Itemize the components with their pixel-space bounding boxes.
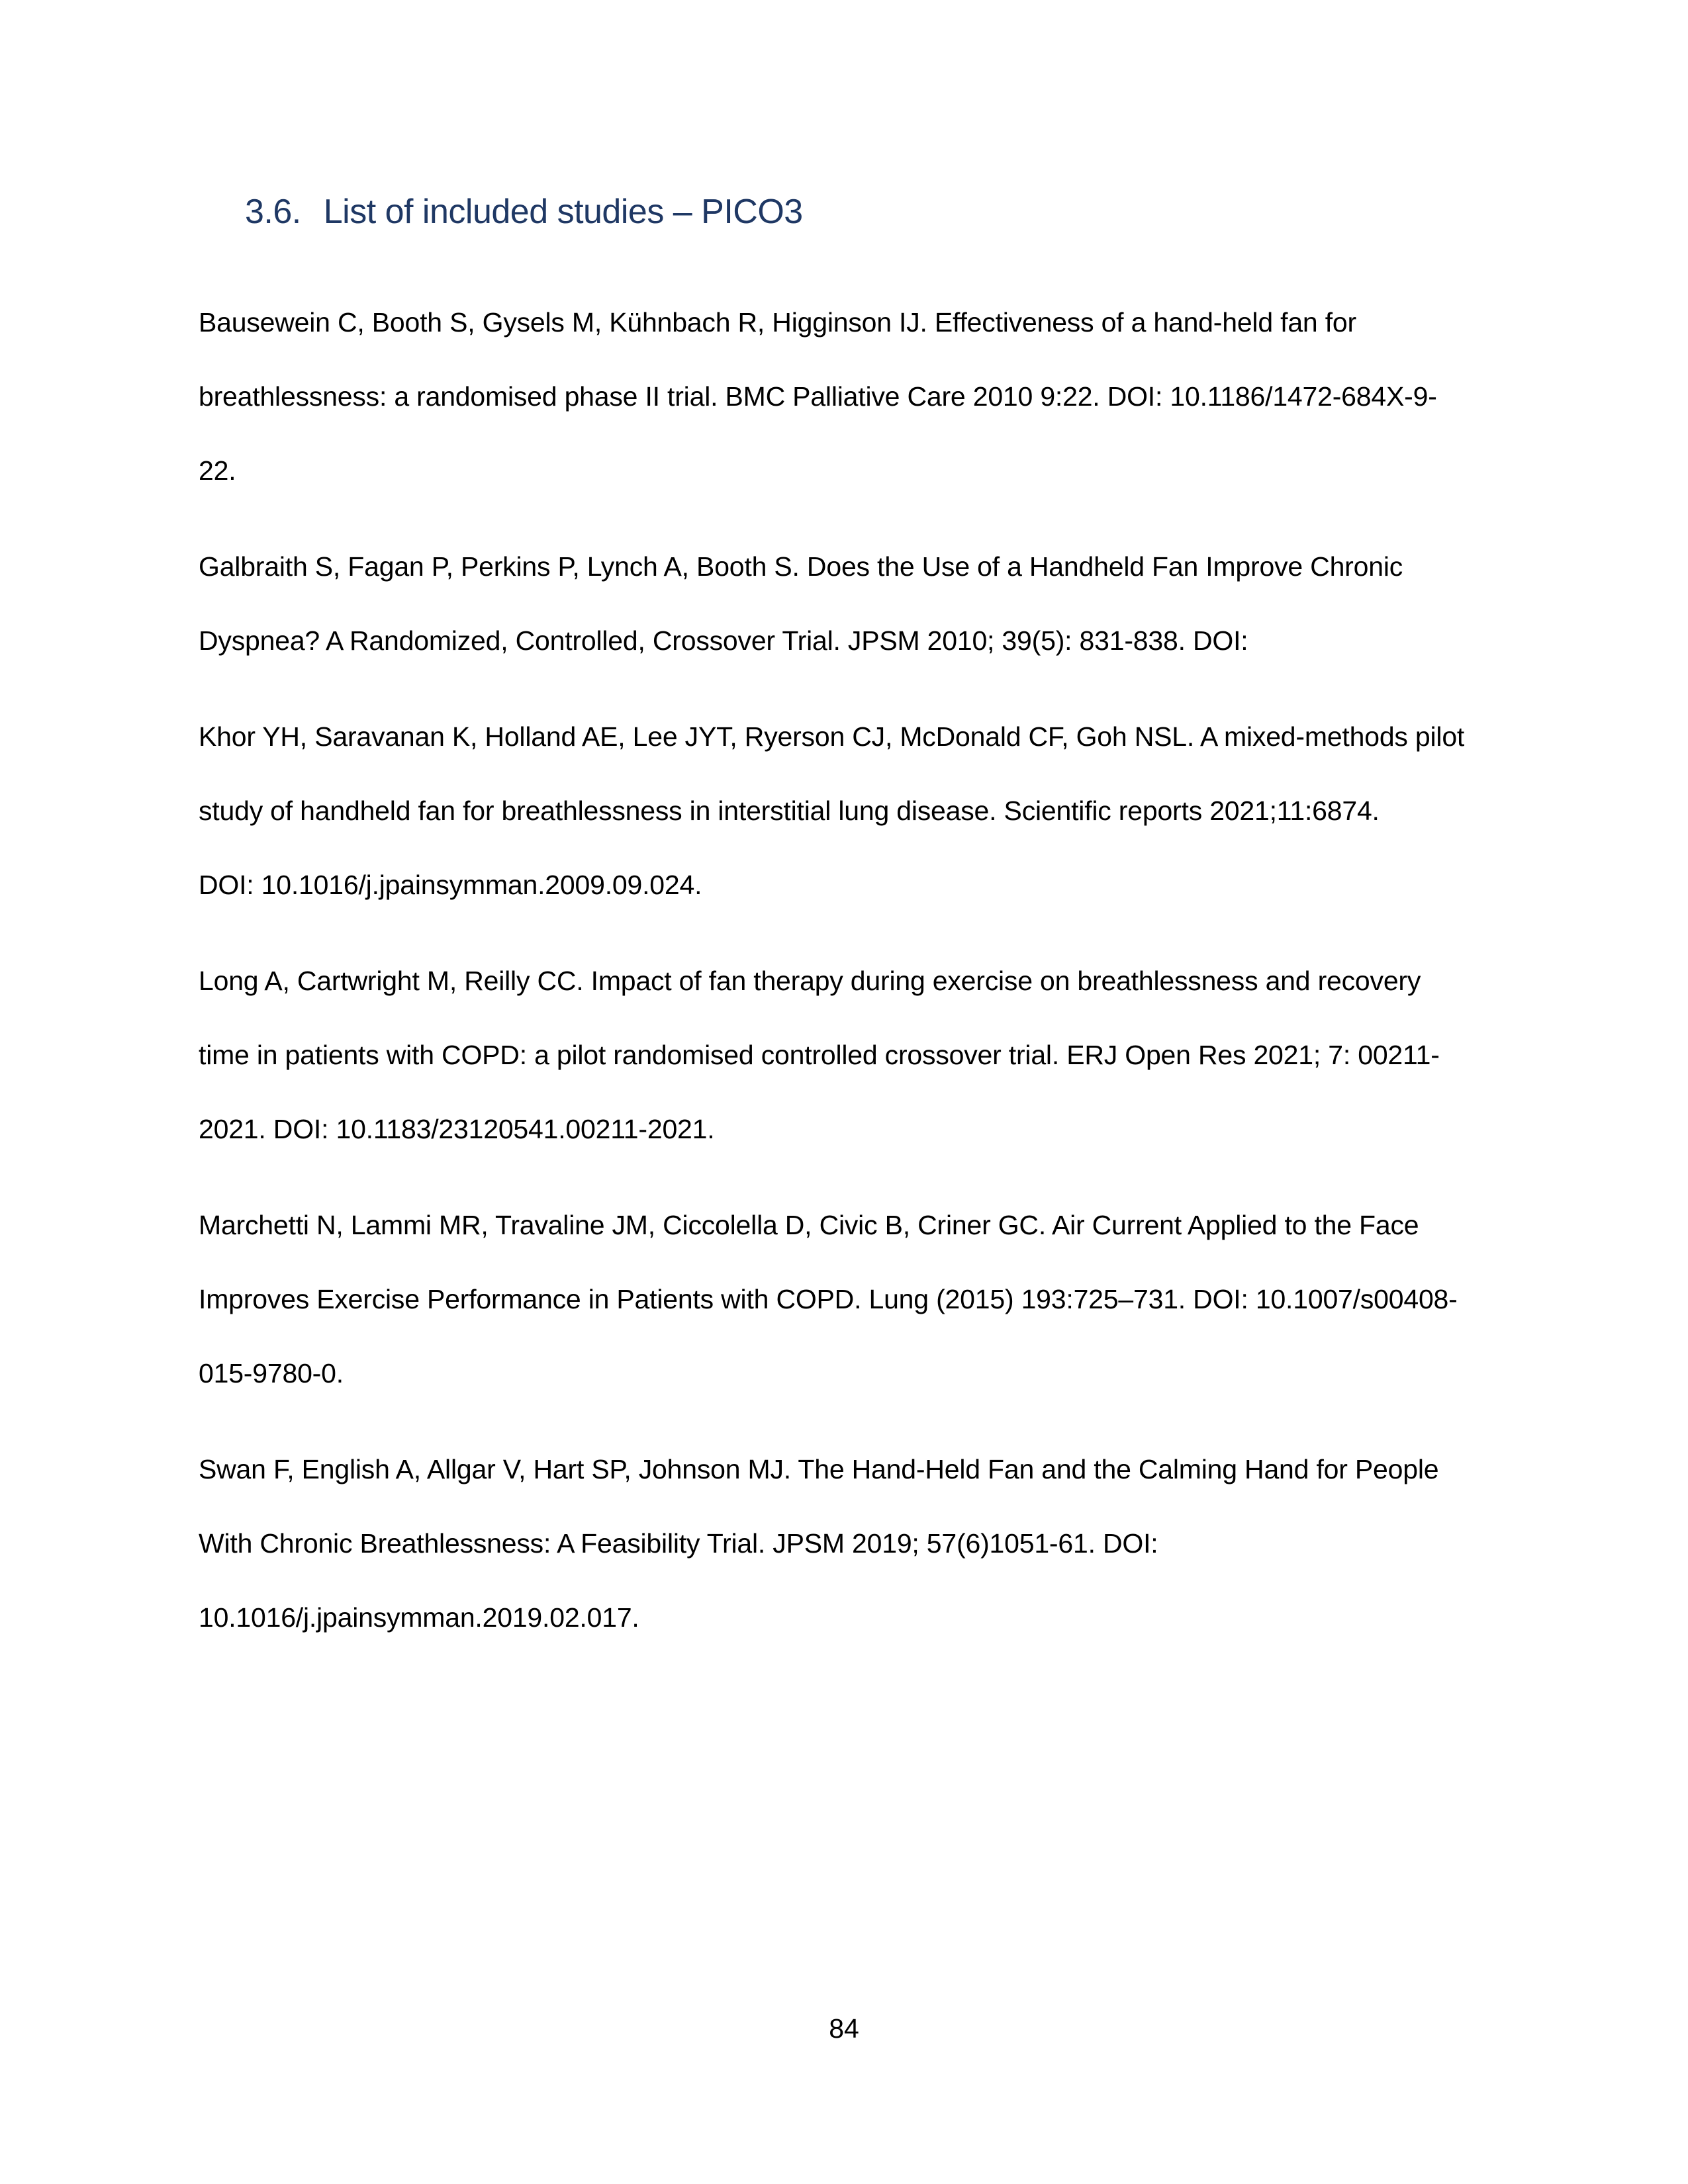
reference-paragraph [199,1188,1496,1410]
reference-line: Khor YH, Saravanan K, Holland AE, Lee JYT, Ryerson CJ, McDonald CF, Goh NSL. A mixed-methods pilot [199,721,1465,752]
reference-line: Swan F, English A, Allgar V, Hart SP, Johnson MJ. The Hand-Held Fan and the Calming Hand for People [199,1454,1439,1484]
reference-line: Long A, Cartwright M, Reilly CC. Impact of fan therapy during exercise on breathlessness and recovery [199,966,1421,996]
section-heading [245,191,1496,234]
reference-paragraph [199,285,1496,508]
reference-line: Galbraith S, Fagan P, Perkins P, Lynch A, Booth S. Does the Use of a Handheld Fan Improve Chronic [199,551,1403,582]
section-heading-text: List of included studies – PICO3 [323,193,803,231]
reference-paragraph [199,1432,1496,1655]
reference-line: 2021. DOI: 10.1183/23120541.00211-2021. [199,1114,715,1144]
reference-line: 22. [199,455,236,486]
reference-line: Dyspnea? A Randomized, Controlled, Crossover Trial. JPSM 2010; 39(5): 831-838. DOI: [199,625,1248,656]
reference-line: breathlessness: a randomised phase II trial. BMC Palliative Care 2010 9:22. DOI: 10.1186/1472-684X-9- [199,381,1437,412]
page-number: 84 [829,2013,859,2044]
reference-line: 015-9780-0. [199,1358,344,1388]
reference-line: study of handheld fan for breathlessness in interstitial lung disease. Scientific reports 2021;11:6874. [199,796,1380,826]
section-heading-number: 3.6. [245,193,301,231]
reference-paragraph [199,529,1496,678]
reference-line: With Chronic Breathlessness: A Feasibility Trial. JPSM 2019; 57(6)1051-61. DOI: [199,1528,1158,1559]
reference-line: 10.1016/j.jpainsymman.2019.02.017. [199,1602,639,1633]
reference-line: DOI: 10.1016/j.jpainsymman.2009.09.024. [199,870,702,900]
reference-paragraph [199,944,1496,1166]
reference-line: time in patients with COPD: a pilot randomised controlled crossover trial. ERJ Open Res 2021; 7: 00211- [199,1040,1440,1070]
reference-line: Bausewein C, Booth S, Gysels M, Kühnbach R, Higginson IJ. Effectiveness of a hand-held fan for [199,307,1356,338]
reference-line: Improves Exercise Performance in Patients with COPD. Lung (2015) 193:725–731. DOI: 10.1007/s00408- [199,1284,1458,1314]
reference-paragraph [199,700,1496,922]
reference-line: Marchetti N, Lammi MR, Travaline JM, Ciccolella D, Civic B, Criner GC. Air Current Applied to the Face [199,1210,1419,1240]
